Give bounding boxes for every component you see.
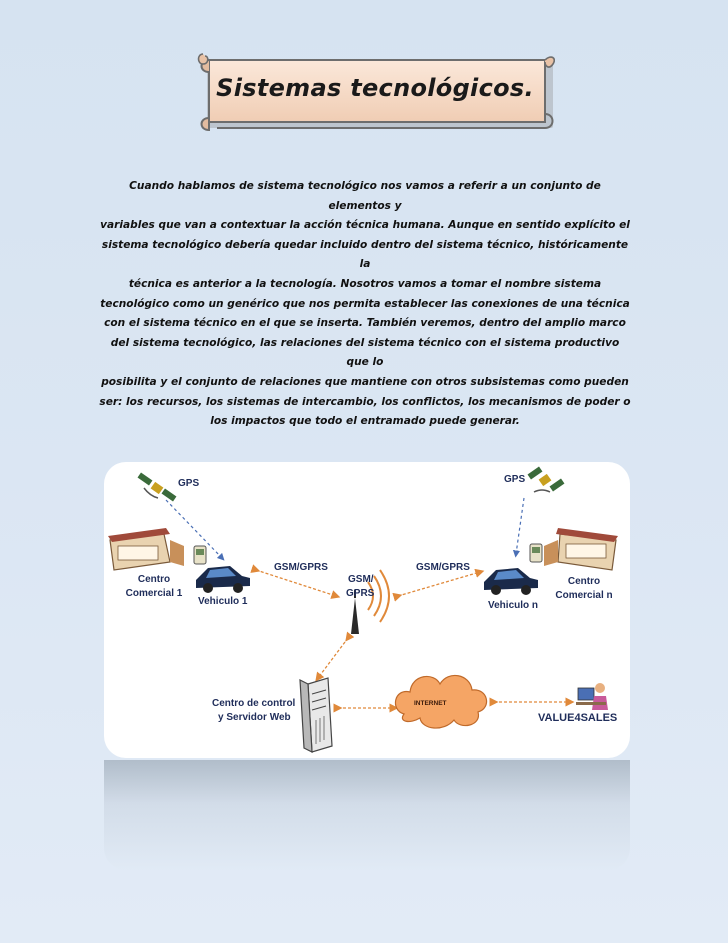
system-diagram [104,462,630,758]
car-right-icon [484,568,538,595]
diagram-reflection [104,760,630,870]
gsm-left-label: GSM/GPRS [274,562,328,573]
gps-right-label: GPS [504,474,526,485]
centro-left-label-2: Comercial 1 [125,588,183,599]
body-paragraph [98,177,632,432]
centro-right-label-1: Centro [567,576,601,587]
user-computer-icon [576,683,608,710]
control-center-label-2: y Servidor Web [218,712,291,723]
internet-label: INTERNET [414,700,447,707]
paragraph-line: tecnológico como un genérico que nos permita establecer las conexiones de una técnica [100,297,630,310]
gsm-right-label: GSM/GPRS [416,562,470,573]
server-icon [300,678,332,752]
centro-left-label-1: Centro [137,574,171,585]
satellite-left-icon [138,473,177,502]
satellite-right-icon [528,467,565,492]
centro-right-label-2: Comercial n [555,590,613,601]
paragraph-line: ser: los recursos, los sistemas de intercambio, los conflictos, los mecanismos de poder o [99,395,631,408]
gps-device-right-icon [530,544,542,562]
gps-left-label: GPS [178,478,200,489]
control-center-label-1: Centro de control [212,698,296,709]
shopping-center-right-icon [544,528,618,570]
gsm-center-label-1: GSM/ [348,574,374,585]
paragraph-line: Cuando hablamos de sistema tecnológico nos vamos a referir a un conjunto de elementos y [129,180,601,212]
page-title: Sistemas tecnológicos. [216,74,534,102]
gps-device-left-icon [194,546,206,564]
gsm-center-label-2: GPRS [346,588,375,599]
vehiculo-right-label: Vehiculo n [488,600,539,611]
vehiculo-left-label: Vehiculo 1 [198,596,248,607]
shopping-center-left-icon [108,528,184,570]
paragraph-line: sistema tecnológico debería quedar incluido dentro del sistema técnico, históricamente la [101,238,629,271]
paragraph-line: del sistema tecnológico, las relaciones del sistema técnico con el sistema productivo que lo [110,336,620,369]
car-left-icon [196,566,250,593]
paragraph-line: los impactos que todo el entramado puede generar. [210,415,520,428]
value4sales-label: VALUE4SALES [538,712,618,724]
paragraph-line: variables que van a contextuar la acción técnica humana. Aunque en sentido explícito el [100,219,630,232]
paragraph-line: posibilita y el conjunto de relaciones que mantiene con otros subsistemas como pueden [101,375,629,388]
paragraph-line: con el sistema técnico en el que se inserta. También veremos, dentro del amplio marco [104,317,626,330]
title-banner [195,52,555,132]
paragraph-line: técnica es anterior a la tecnología. Nosotros vamos a tomar el nombre sistema [128,277,602,290]
